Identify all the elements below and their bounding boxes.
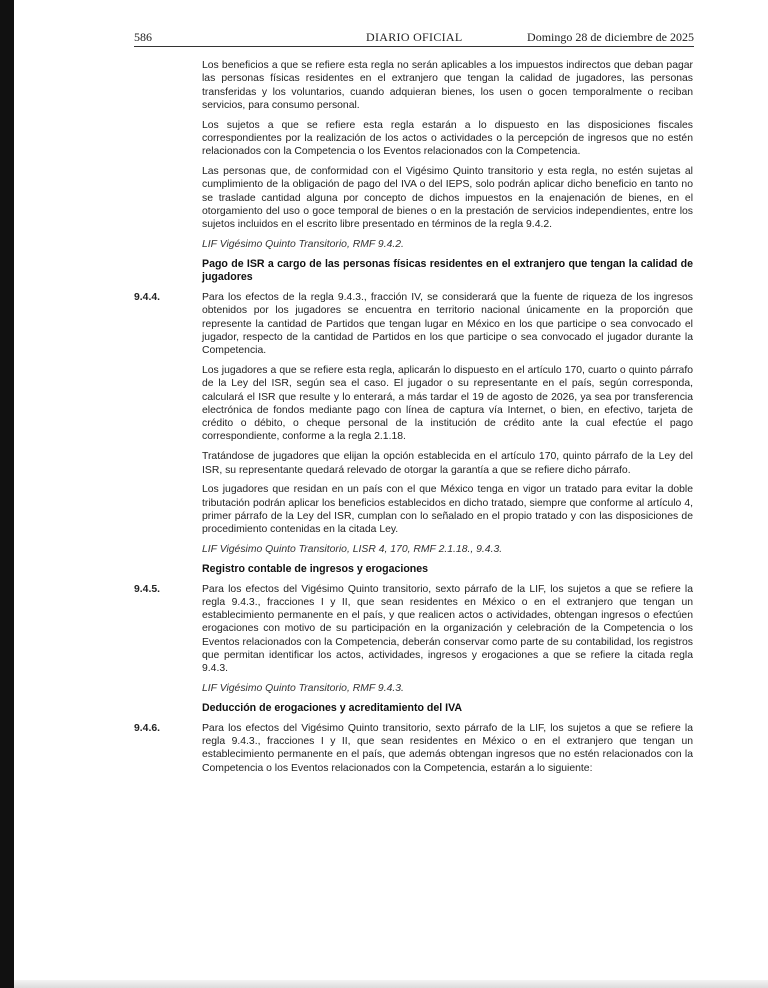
paragraph: Los jugadores que residan en un país con el que México tenga en vigor un tratado para evitar la doble tributación podrán aplicar los beneficios establecidos en dicho tratado, siempre que conforme al artículo 4, primer párrafo de la Ley del ISR, cumplan con lo señalado en el propio tratado y con las disposiciones de procedimiento contenidas en la citada Ley. bbox=[202, 484, 693, 536]
paragraph: Los jugadores a que se refiere esta regla, aplicarán lo dispuesto en el artículo 170, cuarto o quinto párrafo de la Ley del ISR, según sea el caso. El jugador o su representante en el país, según corresponda, calculará el ISR que resulte y lo enterará, a más tardar el 19 de agosto de 2026, ya sea por transferencia electrónica de fondos mediante pago con línea de captura vía Internet, o bien, en efectivo, tarjeta de crédito o débito, o cheque personal de la institución de crédito ante la cual efectúe el pago correspondiente, conforme a la regla 2.1.18. bbox=[202, 364, 693, 443]
left-dark-border bbox=[0, 0, 14, 988]
bottom-edge bbox=[14, 980, 768, 988]
publication-title: DIARIO OFICIAL bbox=[366, 30, 463, 44]
legal-reference: LIF Vigésimo Quinto Transitorio, RMF 9.4.2. bbox=[202, 239, 404, 251]
publication-date: Domingo 28 de diciembre de 2025 bbox=[527, 30, 694, 44]
rule-number: 9.4.4. bbox=[134, 291, 160, 303]
legal-reference: LIF Vigésimo Quinto Transitorio, RMF 9.4.3. bbox=[202, 683, 404, 695]
rule-paragraph: 9.4.6. Para los efectos del Vigésimo Quinto transitorio, sexto párrafo de la LIF, los sujetos a que se refiere la regla 9.4.3., fracciones I y II, que sean residentes en México o en el extranjero que tengan un establecimiento permanente en el país, que además obtengan ingresos que no estén relacionados con la Competencia o los Eventos relacionados con la Competencia, estarán a lo siguiente: bbox=[134, 722, 693, 774]
rule-number: 9.4.5. bbox=[134, 583, 160, 595]
paragraph: Los sujetos a que se refiere esta regla estarán a lo dispuesto en las disposiciones fiscales correspondientes por la realización de los actos o actividades o la percepción de ingresos que no estén relacionados con la Competencia o los Eventos relacionados con la Competencia. bbox=[202, 119, 693, 158]
section-heading: Deducción de erogaciones y acreditamiento del IVA bbox=[202, 701, 463, 714]
document-body bbox=[24, 59, 768, 781]
page-header bbox=[134, 30, 694, 46]
section-heading: Registro contable de ingresos y erogaciones bbox=[202, 562, 429, 575]
document-page bbox=[24, 0, 768, 988]
rule-number: 9.4.6. bbox=[134, 722, 160, 734]
legal-reference: LIF Vigésimo Quinto Transitorio, LISR 4, 170, RMF 2.1.18., 9.4.3. bbox=[202, 544, 503, 555]
paragraph: Las personas que, de conformidad con el Vigésimo Quinto transitorio y esta regla, no estén sujetas al cumplimiento de la obligación de pago del IVA o del IEPS, solo podrán aplicar dicho beneficio en tanto no se traslade cantidad alguna por concepto de dichos impuestos en la enajenación de bienes, en el otorgamiento del uso o goce temporal de bienes o en la prestación de servicios independientes, entre los sujetos incluidos en el escrito libre presentado en términos de la regla 9.4.2. bbox=[202, 166, 693, 231]
rule-paragraph: 9.4.4. Para los efectos de la regla 9.4.3., fracción IV, se considerará que la fuente de riqueza de los ingresos obtenidos por los jugadores se encuentra en territorio nacional únicamente en la proporción que represente la cantidad de Partidos que tengan lugar en México en los que participe o sea convocado el jugador, respecto de la cantidad de Partidos en los que participe o sea convocado el jugador durante la Competencia. bbox=[134, 291, 693, 357]
paragraph: Tratándose de jugadores que elijan la opción establecida en el artículo 170, quinto párrafo de la Ley del ISR, su representante quedará relevado de otorgar la garantía a que se refiere dicho párrafo. bbox=[202, 451, 693, 476]
section-heading: Pago de ISR a cargo de las personas físicas residentes en el extranjero que tengan la calidad de jugadores bbox=[202, 257, 693, 284]
page-number: 586 bbox=[134, 30, 152, 44]
rule-paragraph: 9.4.5. Para los efectos del Vigésimo Quinto transitorio, sexto párrafo de la LIF, los sujetos a que se refiere la regla 9.4.3., fracciones I y II, que sean residentes en México o en el extranjero que tengan un establecimiento permanente en el país, y que realicen actos o actividades, obtengan ingresos o efectúen erogaciones con motivo de su participación en la organización y celebración de la Competencia o los Eventos relacionados con la Competencia, deberán conservar como parte de su contabilidad, los registros que permitan identificar los actos, actividades, ingresos y erogaciones a que se refiere la citada regla 9.4.3. bbox=[134, 583, 693, 675]
header-rule bbox=[134, 46, 694, 47]
paragraph: Los beneficios a que se refiere esta regla no serán aplicables a los impuestos indirectos que deban pagar las personas físicas residentes en el extranjero que tengan la calidad de jugadores, las personas transferidas y los voluntarios, cuando adquieran bienes, los usen o gocen temporalmente o reciban servicios, para consumo personal. bbox=[202, 60, 693, 111]
